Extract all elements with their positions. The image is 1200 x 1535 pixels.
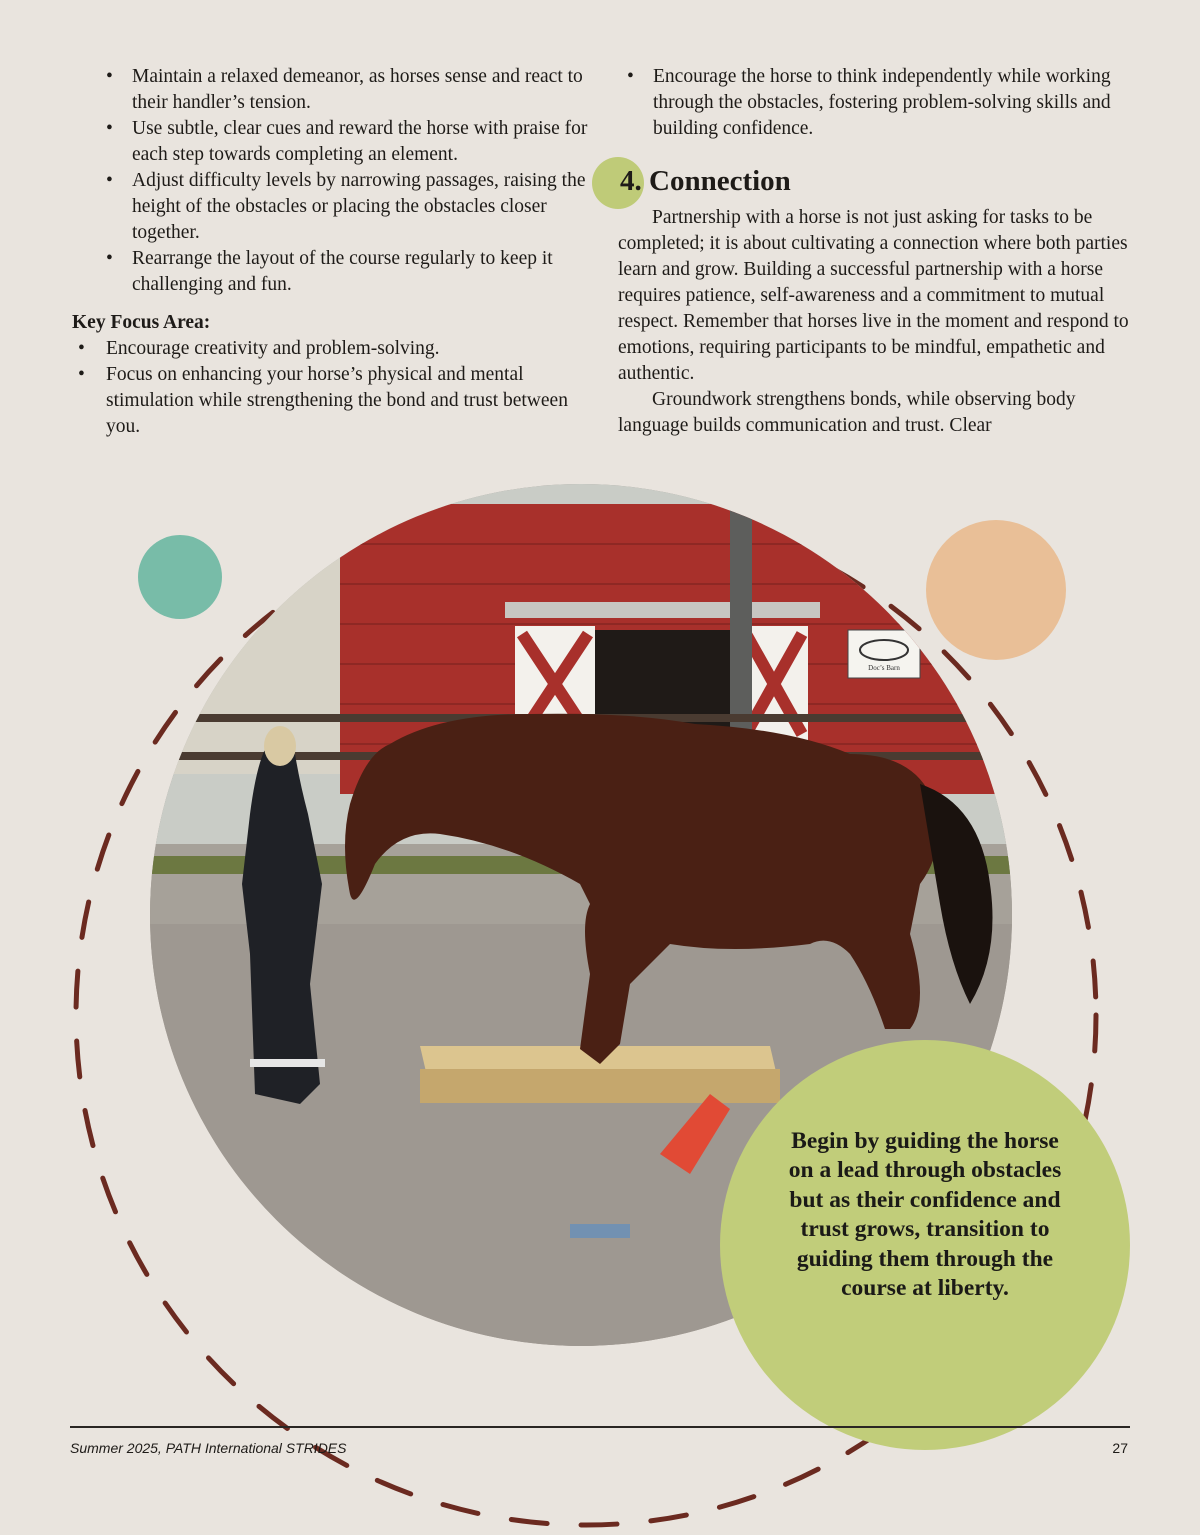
tip-item: • Encourage the horse to think independently while working through the obstacles, fostering problem-solving skills and building confidence. [618,64,1138,142]
pull-quote-text: Begin by guiding the horse on a lead through obstacles but as their confidence and trust grows, transition to guiding them through the course at liberty. [788,1127,1062,1301]
body-paragraph: Partnership with a horse is not just asking for tasks to be completed; it is about cultivating a connection where both parties learn and grow. Building a successful partnership with a horse requires patience, self-awareness and a commitment to mutual respect. Remember that horses live in the moment and respond to emotions, requiring participants to be mindful, empathetic and authentic. [618,207,1129,384]
key-focus-item: • Focus on enhancing your horse’s physical and mental stimulation while strengthening the bond and trust between you. [72,362,592,440]
page-number: 27 [1112,1440,1128,1456]
tip-item: • Use subtle, clear cues and reward the horse with praise for each step towards completing an element. [72,116,592,168]
section-title: 4. Connection [620,165,791,197]
key-focus-heading: Key Focus Area: [72,312,211,333]
tip-item: • Adjust difficulty levels by narrowing passages, raising the height of the obstacles or placing the obstacles closer together. [72,168,592,246]
tip-item: • Rearrange the layout of the course regularly to keep it challenging and fun. [72,246,592,298]
key-focus-item: • Encourage creativity and problem-solving. [72,336,592,362]
barn-sign: Doc’s Barn [868,664,900,672]
pull-quote-circle [720,1040,1130,1450]
footer-divider [70,1426,1130,1428]
tip-item: • Maintain a relaxed demeanor, as horses sense and react to their handler’s tension. [72,64,592,116]
footer-publication: Summer 2025, PATH International STRIDES [70,1440,347,1456]
body-paragraph: Groundwork strengthens bonds, while observing body language builds communication and trust. Clear [618,389,1076,436]
